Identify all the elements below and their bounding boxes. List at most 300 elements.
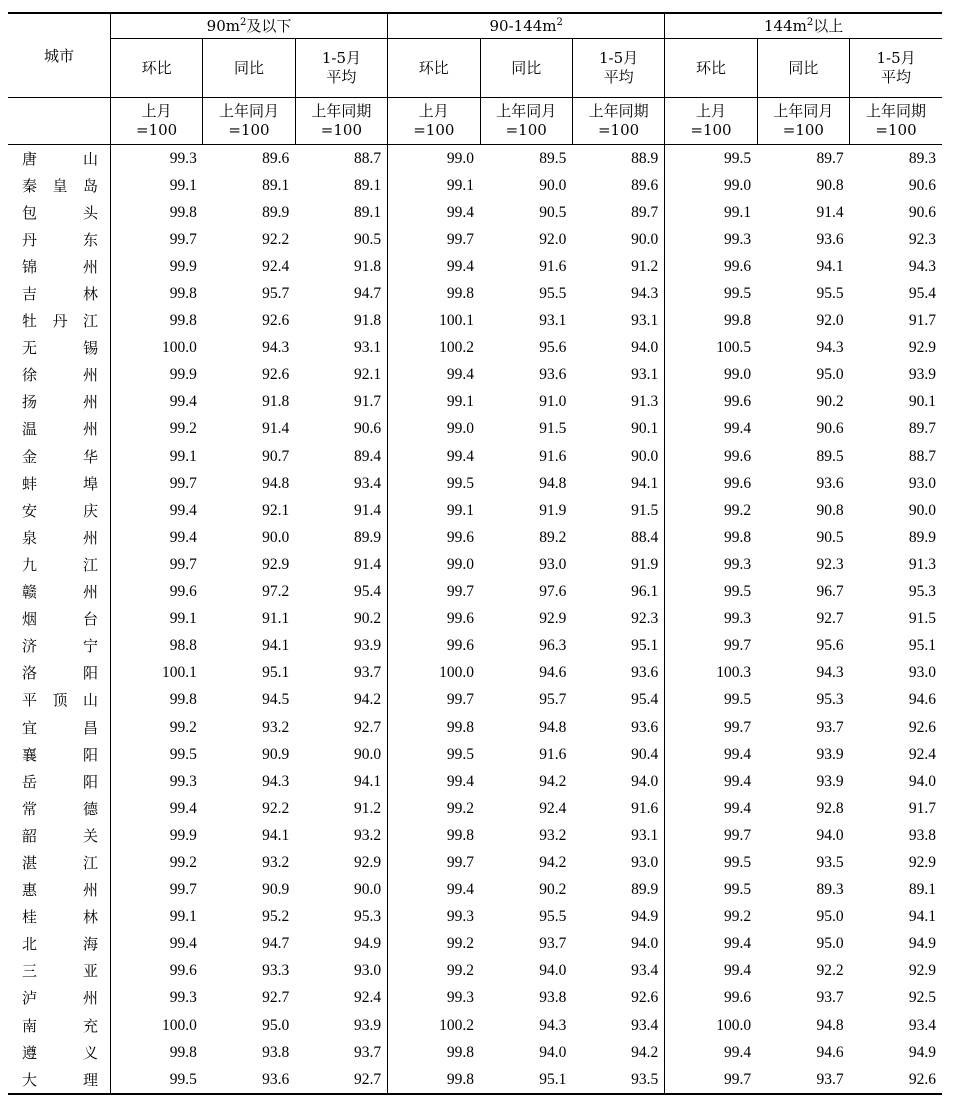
value-cell: 99.6 <box>446 528 474 546</box>
value-cell: 100.0 <box>439 664 474 682</box>
value-cell: 99.4 <box>724 799 752 817</box>
value-cell: 92.9 <box>539 610 567 628</box>
value-cell: 100.0 <box>161 1016 197 1034</box>
value-cell: 89.1 <box>262 176 290 194</box>
value-cell: 100.3 <box>716 664 752 682</box>
value-cell: 93.4 <box>572 1012 664 1039</box>
mom-base: 上月 =100 <box>110 98 202 145</box>
city-name: 洛 阳 <box>8 660 110 687</box>
table-row <box>8 443 942 470</box>
value-cell: 99.2 <box>724 501 752 519</box>
value-cell: 93.1 <box>572 822 664 849</box>
city-name: 秦 皇 岛 <box>8 172 110 199</box>
value-cell: 96.1 <box>572 579 664 606</box>
value-cell: 94.0 <box>908 772 936 790</box>
value-cell: 95.7 <box>539 691 567 709</box>
value-cell: 95.1 <box>908 637 936 655</box>
value-cell: 99.7 <box>665 1066 757 1094</box>
value-cell: 99.4 <box>724 1043 752 1061</box>
value-cell: 91.0 <box>539 393 567 411</box>
table-row <box>8 904 942 931</box>
city-name: 三 亚 <box>8 958 110 985</box>
value-cell: 95.0 <box>816 908 844 926</box>
value-cell: 91.7 <box>295 389 387 416</box>
value-cell: 94.5 <box>262 691 290 709</box>
value-cell: 90.0 <box>539 176 567 194</box>
table-row <box>8 308 942 335</box>
table-row <box>8 199 942 226</box>
value-cell: 94.3 <box>262 772 290 790</box>
value-cell: 99.3 <box>446 908 474 926</box>
value-cell: 93.4 <box>908 1016 936 1034</box>
value-cell: 99.4 <box>446 772 474 790</box>
table-row <box>8 741 942 768</box>
value-cell: 91.3 <box>572 389 664 416</box>
value-cell: 95.6 <box>539 339 567 357</box>
value-cell: 89.9 <box>295 524 387 551</box>
value-cell: 89.7 <box>816 149 844 167</box>
value-cell: 99.1 <box>169 176 197 194</box>
value-cell: 100.1 <box>161 664 197 682</box>
value-cell: 93.1 <box>295 335 387 362</box>
value-cell: 99.2 <box>446 799 474 817</box>
avg-header: 1-5月 平均 <box>572 39 664 98</box>
value-cell: 99.4 <box>446 447 474 465</box>
table-row <box>8 1039 942 1066</box>
value-cell: 99.3 <box>169 772 197 790</box>
value-cell: 100.5 <box>716 339 752 357</box>
value-cell: 93.0 <box>908 474 936 492</box>
value-cell: 93.7 <box>816 989 844 1007</box>
value-cell: 94.2 <box>539 853 567 871</box>
value-cell: 89.3 <box>816 881 844 899</box>
value-cell: 99.4 <box>169 393 197 411</box>
value-cell: 90.2 <box>539 881 567 899</box>
city-name: 遵 义 <box>8 1039 110 1066</box>
value-cell: 93.6 <box>816 474 844 492</box>
table-row <box>8 470 942 497</box>
table-row <box>8 931 942 958</box>
city-name: 烟 台 <box>8 606 110 633</box>
value-cell: 99.3 <box>724 610 752 628</box>
city-name: 安 庆 <box>8 497 110 524</box>
city-name: 平 顶 山 <box>8 687 110 714</box>
value-cell: 91.4 <box>262 420 290 438</box>
value-cell: 93.7 <box>816 718 844 736</box>
value-cell: 90.1 <box>908 393 936 411</box>
value-cell: 89.4 <box>295 443 387 470</box>
value-cell: 91.4 <box>295 551 387 578</box>
avg-base: 上年同期 =100 <box>295 98 387 145</box>
value-cell: 90.6 <box>295 416 387 443</box>
value-cell: 93.2 <box>262 718 290 736</box>
value-cell: 99.2 <box>724 908 752 926</box>
value-cell: 94.3 <box>539 1016 567 1034</box>
value-cell: 92.2 <box>816 962 844 980</box>
value-cell: 90.6 <box>816 420 844 438</box>
value-cell: 99.0 <box>446 149 474 167</box>
value-cell: 94.0 <box>539 962 567 980</box>
value-cell: 96.3 <box>539 637 567 655</box>
value-cell: 89.1 <box>295 172 387 199</box>
yoy-header: 同比 <box>203 39 295 98</box>
table-row <box>8 768 942 795</box>
city-name: 牡 丹 江 <box>8 308 110 335</box>
value-cell: 95.4 <box>908 285 936 303</box>
city-name: 泉 州 <box>8 524 110 551</box>
value-cell: 89.7 <box>908 420 936 438</box>
value-cell: 99.7 <box>446 230 474 248</box>
price-index-table <box>8 12 942 1095</box>
value-cell: 93.9 <box>816 745 844 763</box>
value-cell: 93.6 <box>572 660 664 687</box>
mom-base: 上月 =100 <box>665 98 757 145</box>
value-cell: 99.4 <box>169 799 197 817</box>
value-cell: 92.6 <box>572 985 664 1012</box>
value-cell: 91.7 <box>908 312 936 330</box>
value-cell: 91.1 <box>262 610 290 628</box>
value-cell: 99.5 <box>169 745 197 763</box>
value-cell: 89.2 <box>539 528 567 546</box>
value-cell: 99.5 <box>724 285 752 303</box>
value-cell: 99.1 <box>446 176 474 194</box>
value-cell: 96.7 <box>816 583 844 601</box>
value-cell: 90.9 <box>262 881 290 899</box>
city-name: 唐 山 <box>8 145 110 173</box>
base-header-row <box>8 98 942 145</box>
value-cell: 89.1 <box>295 199 387 226</box>
value-cell: 95.3 <box>908 583 936 601</box>
value-cell: 93.8 <box>262 1043 290 1061</box>
value-cell: 94.0 <box>539 1043 567 1061</box>
value-cell: 99.0 <box>446 555 474 573</box>
value-cell: 93.2 <box>295 822 387 849</box>
value-cell: 94.8 <box>816 1016 844 1034</box>
yoy-header: 同比 <box>757 39 849 98</box>
value-cell: 91.5 <box>572 497 664 524</box>
value-cell: 99.8 <box>169 691 197 709</box>
value-cell: 90.1 <box>572 416 664 443</box>
value-cell: 99.2 <box>169 853 197 871</box>
value-cell: 93.9 <box>816 772 844 790</box>
city-name: 韶 关 <box>8 822 110 849</box>
mom-header: 环比 <box>141 59 172 77</box>
city-name: 徐 州 <box>8 362 110 389</box>
value-cell: 91.4 <box>295 497 387 524</box>
value-cell: 89.9 <box>908 528 936 546</box>
value-cell: 92.3 <box>908 230 936 248</box>
value-cell: 97.2 <box>262 583 290 601</box>
value-cell: 99.5 <box>724 149 752 167</box>
value-cell: 91.2 <box>295 795 387 822</box>
value-cell: 94.8 <box>262 474 290 492</box>
value-cell: 99.5 <box>446 745 474 763</box>
value-cell: 92.9 <box>908 962 936 980</box>
value-cell: 95.7 <box>262 285 290 303</box>
value-cell: 90.8 <box>816 176 844 194</box>
table-body <box>8 145 942 1095</box>
group-header-small: $90m^2$及以下 <box>110 13 387 39</box>
value-cell: 99.8 <box>724 528 752 546</box>
value-cell: 92.9 <box>908 339 936 357</box>
value-cell: 94.1 <box>295 768 387 795</box>
value-cell: 91.8 <box>295 253 387 280</box>
table-row <box>8 524 942 551</box>
value-cell: 90.6 <box>908 203 936 221</box>
value-cell: 99.8 <box>169 312 197 330</box>
value-cell: 95.0 <box>816 935 844 953</box>
value-cell: 99.3 <box>724 555 752 573</box>
value-cell: 91.5 <box>908 610 936 628</box>
value-cell: 94.1 <box>572 470 664 497</box>
value-cell: 93.6 <box>203 1066 295 1094</box>
value-cell: 92.1 <box>295 362 387 389</box>
value-cell: 90.0 <box>572 443 664 470</box>
city-name: 锦 州 <box>8 253 110 280</box>
value-cell: 92.7 <box>262 989 290 1007</box>
value-cell: 90.5 <box>295 226 387 253</box>
value-cell: 93.7 <box>295 660 387 687</box>
value-cell: 89.6 <box>262 149 290 167</box>
value-cell: 93.1 <box>572 308 664 335</box>
value-cell: 94.3 <box>816 664 844 682</box>
avg-base: 上年同期 =100 <box>850 98 942 145</box>
value-cell: 94.1 <box>908 908 936 926</box>
value-cell: 94.8 <box>539 474 567 492</box>
city-name: 吉 林 <box>8 280 110 307</box>
table-row <box>8 551 942 578</box>
value-cell: 99.4 <box>724 420 752 438</box>
value-cell: 99.9 <box>169 257 197 275</box>
value-cell: 99.3 <box>169 989 197 1007</box>
value-cell: 92.0 <box>539 230 567 248</box>
price-index-table-wrapper <box>8 12 942 1095</box>
value-cell: 89.6 <box>572 172 664 199</box>
value-cell: 90.9 <box>262 745 290 763</box>
value-cell: 99.8 <box>169 1043 197 1061</box>
table-row <box>8 795 942 822</box>
value-cell: 99.4 <box>724 772 752 790</box>
value-cell: 95.5 <box>539 285 567 303</box>
value-cell: 99.4 <box>169 528 197 546</box>
value-cell: 92.4 <box>262 257 290 275</box>
city-name: 扬 州 <box>8 389 110 416</box>
value-cell: 93.8 <box>908 826 936 844</box>
value-cell: 99.4 <box>169 501 197 519</box>
value-cell: 90.0 <box>908 501 936 519</box>
value-cell: 99.6 <box>169 583 197 601</box>
table-row <box>8 1066 942 1094</box>
value-cell: 99.6 <box>724 393 752 411</box>
value-cell: 94.2 <box>539 772 567 790</box>
value-cell: 99.9 <box>169 826 197 844</box>
value-cell: 99.7 <box>169 474 197 492</box>
value-cell: 99.1 <box>446 501 474 519</box>
city-base-empty <box>8 98 110 145</box>
value-cell: 99.2 <box>446 935 474 953</box>
value-cell: 99.1 <box>169 610 197 628</box>
value-cell: 94.0 <box>572 931 664 958</box>
value-cell: 93.9 <box>295 1012 387 1039</box>
value-cell: 99.6 <box>724 257 752 275</box>
value-cell: 99.0 <box>724 176 752 194</box>
value-cell: 95.1 <box>480 1066 572 1094</box>
value-cell: 94.3 <box>816 339 844 357</box>
value-cell: 94.9 <box>572 904 664 931</box>
value-cell: 99.1 <box>169 908 197 926</box>
table-row <box>8 497 942 524</box>
value-cell: 92.4 <box>908 745 936 763</box>
value-cell: 91.8 <box>295 308 387 335</box>
mom-header: 环比 <box>388 39 480 98</box>
value-cell: 89.7 <box>572 199 664 226</box>
value-cell: 94.0 <box>572 768 664 795</box>
table-row <box>8 633 942 660</box>
value-cell: 94.9 <box>908 1043 936 1061</box>
yoy-header: 同比 <box>480 39 572 98</box>
value-cell: 99.4 <box>724 935 752 953</box>
value-cell: 92.6 <box>908 718 936 736</box>
table-row <box>8 1012 942 1039</box>
value-cell: 99.4 <box>724 962 752 980</box>
city-name: 包 头 <box>8 199 110 226</box>
value-cell: 99.8 <box>446 285 474 303</box>
city-name: 宜 昌 <box>8 714 110 741</box>
city-name: 惠 州 <box>8 877 110 904</box>
value-cell: 93.0 <box>295 958 387 985</box>
value-cell: 100.2 <box>439 339 474 357</box>
value-cell: 93.1 <box>572 362 664 389</box>
value-cell: 92.9 <box>908 853 936 871</box>
value-cell: 91.6 <box>572 795 664 822</box>
value-cell: 88.4 <box>572 524 664 551</box>
value-cell: 91.6 <box>539 257 567 275</box>
city-name: 蚌 埠 <box>8 470 110 497</box>
value-cell: 93.6 <box>816 230 844 248</box>
value-cell: 99.5 <box>724 881 752 899</box>
value-cell: 90.4 <box>572 741 664 768</box>
value-cell: 99.7 <box>169 881 197 899</box>
value-cell: 98.8 <box>169 637 197 655</box>
value-cell: 92.0 <box>816 312 844 330</box>
value-cell: 91.6 <box>539 447 567 465</box>
value-cell: 92.7 <box>816 610 844 628</box>
value-cell: 90.5 <box>539 203 567 221</box>
value-cell: 99.0 <box>724 366 752 384</box>
value-cell: 100.2 <box>439 1016 474 1034</box>
value-cell: 99.4 <box>446 881 474 899</box>
value-cell: 99.6 <box>724 474 752 492</box>
value-cell: 99.5 <box>724 691 752 709</box>
value-cell: 95.3 <box>295 904 387 931</box>
value-cell: 95.5 <box>816 285 844 303</box>
city-name: 济 宁 <box>8 633 110 660</box>
group-header-large: $144m^2$以上 <box>665 13 942 39</box>
value-cell: 91.5 <box>539 420 567 438</box>
city-name: 温 州 <box>8 416 110 443</box>
value-cell: 100.0 <box>716 1016 752 1034</box>
value-cell: 99.3 <box>446 989 474 1007</box>
value-cell: 93.1 <box>539 312 567 330</box>
value-cell: 92.3 <box>816 555 844 573</box>
value-cell: 90.8 <box>816 501 844 519</box>
value-cell: 93.2 <box>539 826 567 844</box>
value-cell: 89.1 <box>908 881 936 899</box>
value-cell: 91.8 <box>262 393 290 411</box>
table-row <box>8 660 942 687</box>
table-row <box>8 416 942 443</box>
value-cell: 91.7 <box>908 799 936 817</box>
value-cell: 94.0 <box>572 335 664 362</box>
value-cell: 95.1 <box>262 664 290 682</box>
value-cell: 99.2 <box>446 962 474 980</box>
value-cell: 93.4 <box>572 958 664 985</box>
value-cell: 99.9 <box>169 366 197 384</box>
value-cell: 89.9 <box>572 877 664 904</box>
value-cell: 90.2 <box>816 393 844 411</box>
value-cell: 99.3 <box>169 149 197 167</box>
value-cell: 95.4 <box>572 687 664 714</box>
value-cell: 95.1 <box>572 633 664 660</box>
value-cell: 99.8 <box>446 1043 474 1061</box>
group-header-medium: $90-144m^2$ <box>388 13 665 39</box>
value-cell: 89.5 <box>539 149 567 167</box>
table-row <box>8 579 942 606</box>
value-cell: 91.9 <box>539 501 567 519</box>
mom-base: 上月 =100 <box>388 98 480 145</box>
value-cell: 92.3 <box>572 606 664 633</box>
value-cell: 99.1 <box>446 393 474 411</box>
city-name: 赣 州 <box>8 579 110 606</box>
value-cell: 99.6 <box>446 610 474 628</box>
value-cell: 93.9 <box>908 366 936 384</box>
value-cell: 92.6 <box>262 312 290 330</box>
value-cell: 99.8 <box>169 203 197 221</box>
mom-header: 环比 <box>665 39 757 98</box>
value-cell: 93.8 <box>539 989 567 1007</box>
value-cell: 94.7 <box>295 280 387 307</box>
value-cell: 95.2 <box>262 908 290 926</box>
value-cell: 95.4 <box>295 579 387 606</box>
value-cell: 90.0 <box>295 877 387 904</box>
value-cell: 99.8 <box>446 718 474 736</box>
value-cell: 94.1 <box>262 826 290 844</box>
value-cell: 89.9 <box>262 203 290 221</box>
value-cell: 93.9 <box>295 633 387 660</box>
value-cell: 94.2 <box>295 687 387 714</box>
value-cell: 93.3 <box>262 962 290 980</box>
value-cell: 93.6 <box>572 714 664 741</box>
value-cell: 95.0 <box>262 1016 290 1034</box>
value-cell: 97.6 <box>539 583 567 601</box>
table-row <box>8 389 942 416</box>
value-cell: 99.6 <box>724 447 752 465</box>
table-row <box>8 172 942 199</box>
value-cell: 94.8 <box>539 718 567 736</box>
value-cell: 92.1 <box>262 501 290 519</box>
table-row <box>8 714 942 741</box>
city-name: 岳 阳 <box>8 768 110 795</box>
value-cell: 94.1 <box>816 257 844 275</box>
value-cell: 91.6 <box>539 745 567 763</box>
value-cell: 99.0 <box>446 420 474 438</box>
value-cell: 90.7 <box>262 447 290 465</box>
avg-base: 上年同期 =100 <box>572 98 664 145</box>
value-cell: 93.7 <box>539 935 567 953</box>
table-row <box>8 822 942 849</box>
value-cell: 99.8 <box>388 1066 480 1094</box>
value-cell: 93.5 <box>816 853 844 871</box>
